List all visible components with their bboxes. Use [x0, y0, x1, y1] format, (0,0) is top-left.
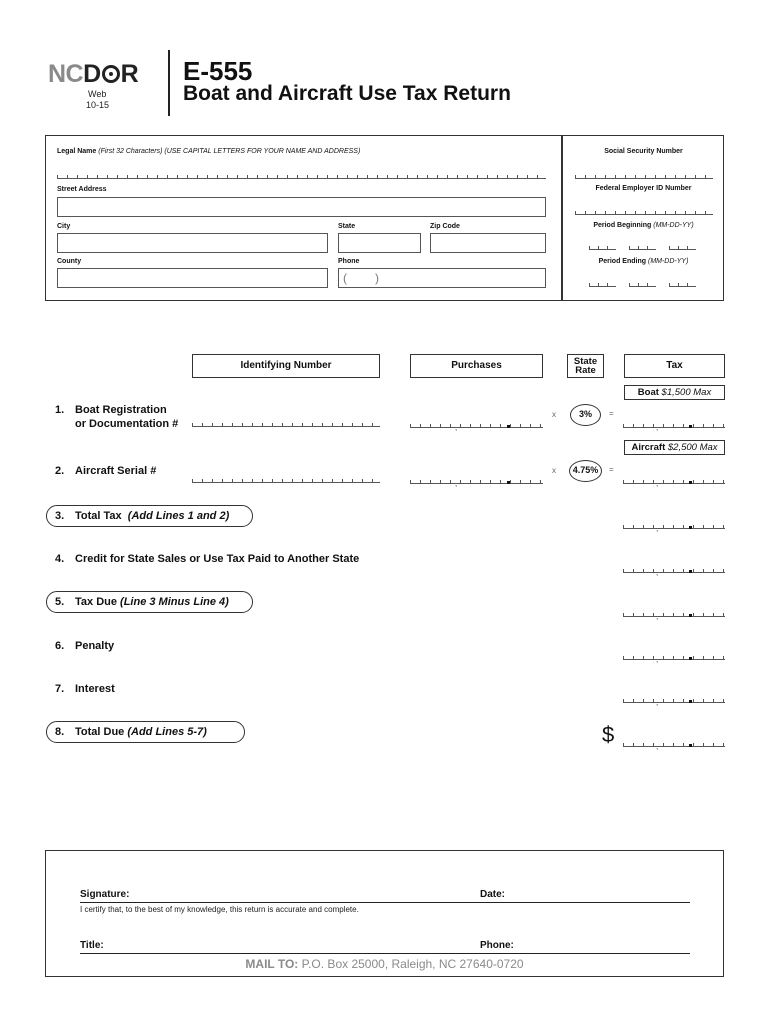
boat-purchases-input[interactable]: ,: [410, 421, 543, 428]
line-7-interest-input[interactable]: ,: [623, 696, 725, 703]
certify-text: I certify that, to the best of my knowledge, this return is accurate and complete.: [80, 905, 359, 914]
phone-sig-label: Phone:: [480, 940, 514, 951]
logo-circle-icon: [102, 65, 120, 83]
taxpayer-box-divider: [561, 135, 563, 301]
line-6-number: 6.: [55, 640, 65, 652]
aircraft-rate-badge: 4.75%: [569, 460, 602, 482]
header-divider: [168, 50, 170, 116]
city-label: City: [57, 223, 71, 230]
zip-label: Zip Code: [430, 223, 460, 230]
signature-label: Signature:: [80, 889, 130, 900]
line-8-number: 8.: [55, 726, 65, 738]
street-address-label: Street Address: [57, 186, 107, 193]
period-beginning-month[interactable]: [589, 245, 616, 250]
identifying-number-header: Identifying Number: [192, 354, 380, 378]
line-5-number: 5.: [55, 596, 65, 608]
line-1-label-a: Boat Registration: [75, 404, 167, 416]
zip-input[interactable]: [430, 233, 546, 253]
line-8-label: Total Due (Add Lines 5-7): [75, 726, 207, 738]
period-ending-label: Period Ending (MM-DD-YY): [598, 258, 689, 265]
state-input[interactable]: [338, 233, 421, 253]
phone-label: Phone: [338, 258, 360, 265]
line-8-total-due-input[interactable]: ,: [623, 740, 725, 747]
legal-name-input[interactable]: [57, 173, 546, 179]
county-label: County: [57, 258, 82, 265]
date-label: Date:: [480, 889, 506, 900]
ncdor-logo: NCD R: [48, 60, 139, 88]
line-6-penalty-input[interactable]: ,: [623, 653, 725, 660]
city-input[interactable]: [57, 233, 328, 253]
line-2-label: Aircraft Serial #: [75, 465, 157, 477]
line-3-number: 3.: [55, 510, 65, 522]
boat-registration-input[interactable]: [192, 421, 380, 427]
state-label: State: [338, 223, 356, 230]
boat-max-caption: Boat $1,500 Max: [624, 385, 725, 400]
web-label: Web: [88, 89, 107, 99]
county-input[interactable]: [57, 268, 328, 288]
aircraft-max-caption: Aircraft $2,500 Max: [624, 440, 725, 455]
line-6-label: Penalty: [75, 640, 115, 652]
ssn-input[interactable]: [575, 173, 713, 179]
signature-line[interactable]: [80, 902, 690, 903]
form-title: Boat and Aircraft Use Tax Return: [183, 82, 511, 105]
period-beginning-label: Period Beginning (MM-DD-YY): [593, 222, 694, 229]
form-number: E-555: [183, 56, 253, 86]
period-ending-month[interactable]: [589, 282, 616, 287]
period-beginning-day[interactable]: [629, 245, 656, 250]
line-4-label: Credit for State Sales or Use Tax Paid to Another State: [75, 553, 360, 565]
dollar-sign: $: [602, 722, 615, 747]
tax-header: Tax: [624, 354, 725, 378]
line-4-number: 4.: [55, 553, 65, 565]
line-1-label-b: or Documentation #: [75, 418, 179, 430]
line-2-tax-input[interactable]: ,: [623, 477, 725, 484]
line-2-number: 2.: [55, 465, 65, 477]
period-beginning-year[interactable]: [669, 245, 696, 250]
aircraft-purchases-input[interactable]: ,: [410, 477, 543, 484]
line-7-label: Interest: [75, 683, 115, 695]
period-ending-day[interactable]: [629, 282, 656, 287]
line-5-label: Tax Due (Line 3 Minus Line 4): [75, 596, 229, 608]
phone-input[interactable]: ( ): [338, 268, 546, 288]
times-sign-2: x: [552, 466, 556, 475]
equals-sign: =: [609, 409, 614, 418]
street-address-input[interactable]: [57, 197, 546, 217]
legal-name-label: Legal Name (First 32 Characters) (USE CAPITAL LETTERS FOR YOUR NAME AND ADDRESS): [57, 148, 361, 155]
line-5-tax-due-input[interactable]: ,: [623, 610, 725, 617]
mail-to: MAIL TO: P.O. Box 25000, Raleigh, NC 27640-0720: [245, 957, 524, 971]
equals-sign-2: =: [609, 465, 614, 474]
line-4-credit-input[interactable]: ,: [623, 566, 725, 573]
line-3-label: Total Tax (Add Lines 1 and 2): [75, 510, 230, 522]
title-line[interactable]: [80, 953, 690, 954]
aircraft-serial-input[interactable]: [192, 477, 380, 483]
fein-label: Federal Employer ID Number: [595, 185, 692, 192]
ssn-label: Social Security Number: [604, 148, 683, 155]
line-7-number: 7.: [55, 683, 65, 695]
line-1-number: 1.: [55, 404, 65, 416]
purchases-header: Purchases: [410, 354, 543, 378]
fein-input[interactable]: [575, 209, 713, 215]
version-label: 10-15: [86, 100, 110, 110]
title-label: Title:: [80, 940, 104, 951]
period-ending-year[interactable]: [669, 282, 696, 287]
times-sign: x: [552, 410, 556, 419]
line-1-tax-input[interactable]: ,: [623, 421, 725, 428]
line-3-total-tax-input[interactable]: ,: [623, 522, 725, 529]
state-rate-header: State Rate: [567, 354, 604, 378]
boat-rate-badge: 3%: [570, 404, 601, 426]
